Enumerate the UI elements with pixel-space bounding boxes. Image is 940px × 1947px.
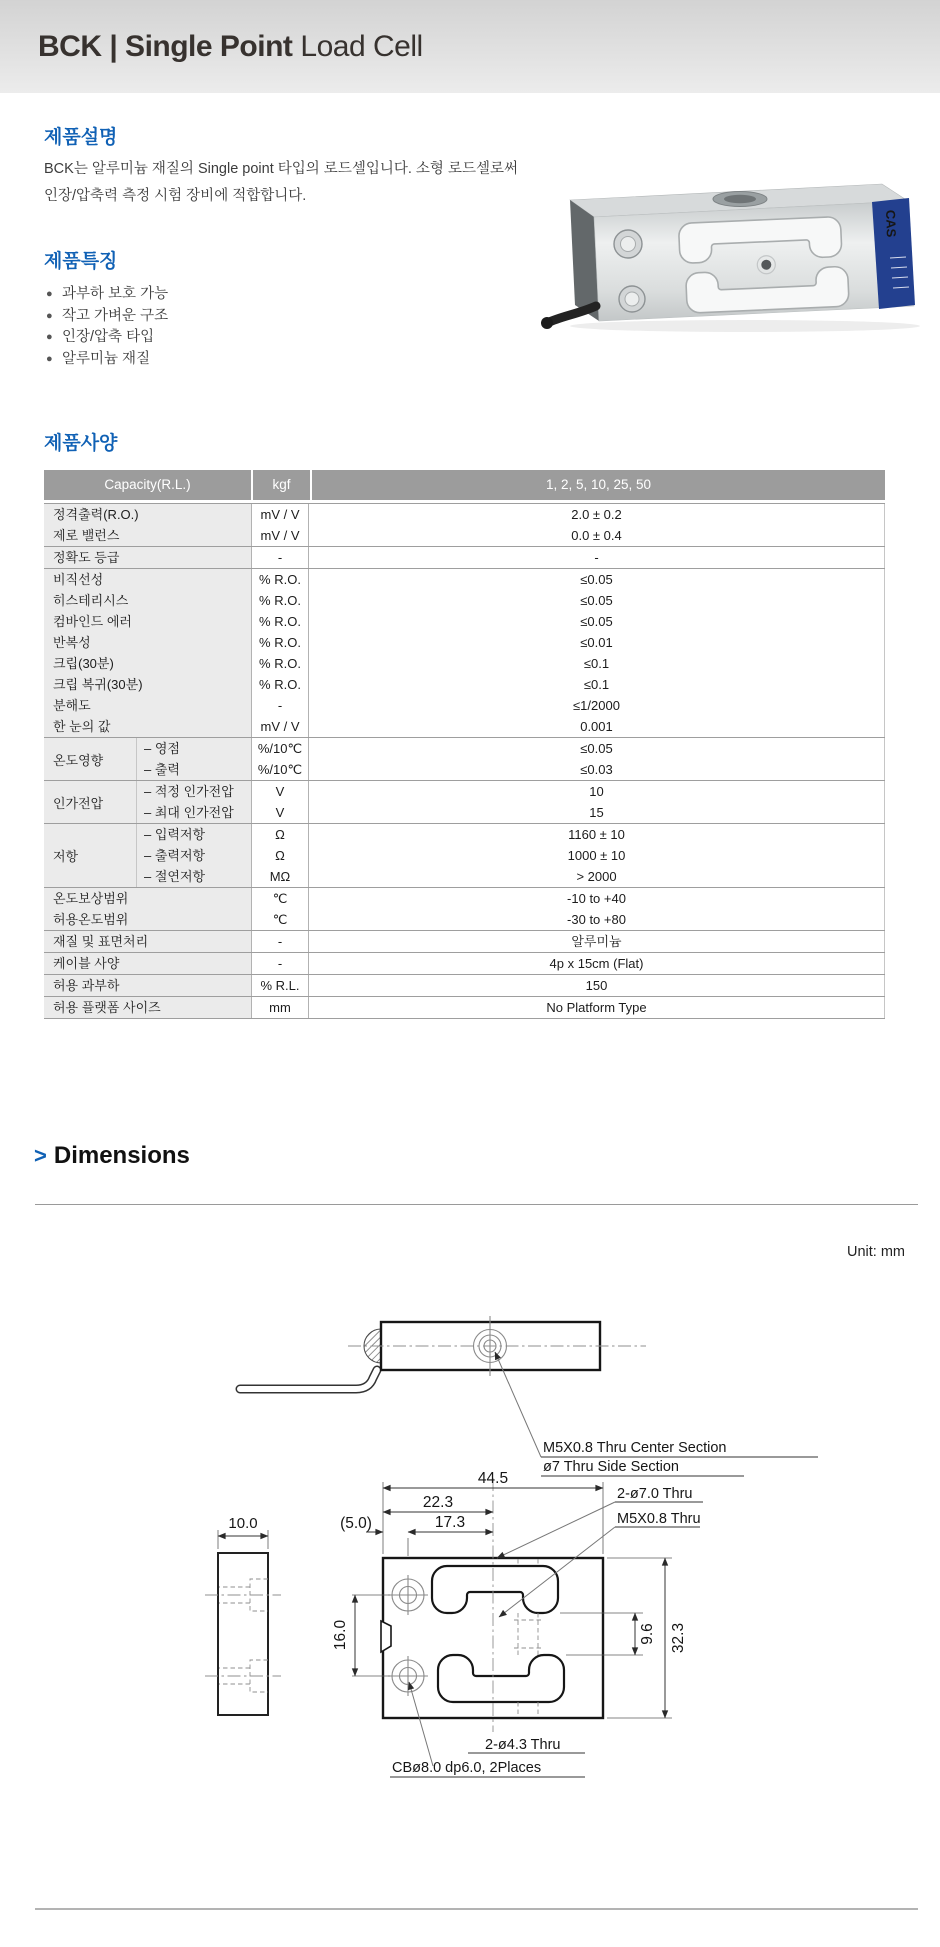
page-title: [38, 30, 423, 64]
spec-value: ≤0.05: [308, 590, 885, 611]
dim-edge-offset: (5.0): [340, 1515, 372, 1532]
spec-group: [44, 780, 885, 823]
spec-label: – 최대 인가전압: [136, 802, 251, 823]
feature-item: ● 작고 가벼운 구조: [46, 306, 168, 328]
spec-label: 비직선성: [44, 569, 251, 590]
feature-item: ● 알루미늄 재질: [46, 349, 168, 371]
spec-unit: %/10℃: [251, 738, 308, 759]
spec-group: [44, 952, 885, 974]
spec-value: 0.001: [308, 716, 885, 737]
spec-label: 케이블 사양: [44, 953, 251, 974]
spec-label: – 영점: [136, 738, 251, 759]
spec-label: – 절연저항: [136, 866, 251, 887]
dim-hole-span: 22.3: [422, 1494, 454, 1511]
bullet-icon: ●: [46, 352, 53, 365]
spec-value: No Platform Type: [308, 997, 885, 1018]
spec-label: 정확도 등급: [44, 547, 251, 568]
spec-header-capacity: Capacity(R.L.): [44, 470, 251, 500]
spec-header-range: 1, 2, 5, 10, 25, 50: [312, 470, 885, 500]
spec-label: – 입력저항: [136, 824, 251, 845]
spec-group: [44, 974, 885, 996]
spec-unit: ℃: [251, 909, 308, 930]
spec-unit: -: [251, 953, 308, 974]
specs-heading: 제품사양: [44, 433, 118, 454]
spec-value: ≤0.05: [308, 611, 885, 632]
chevron-right-icon: >: [34, 1143, 47, 1168]
product-photo: [520, 158, 940, 335]
spec-value: ≤0.1: [308, 674, 885, 695]
spec-group: [44, 887, 885, 930]
note-bottom-holes: 2-ø4.3 Thru: [485, 1737, 561, 1753]
spec-label: 히스테리시스: [44, 590, 251, 611]
dim-hole-offset: 17.3: [434, 1514, 466, 1531]
spec-value: 0.0 ± 0.4: [308, 525, 885, 546]
spec-unit: MΩ: [251, 866, 308, 887]
spec-group: [44, 930, 885, 952]
spec-value: > 2000: [308, 866, 885, 887]
spec-unit: mV / V: [251, 525, 308, 546]
spec-label: 한 눈의 값: [44, 716, 251, 737]
spec-unit: % R.O.: [251, 569, 308, 590]
spec-group: [44, 568, 885, 737]
spec-unit: mm: [251, 997, 308, 1018]
bullet-icon: ●: [46, 331, 53, 343]
spec-label: 정격출력(R.O.): [44, 504, 251, 525]
spec-value: 알루미늄: [308, 931, 885, 952]
description-heading: 제품설명: [44, 127, 118, 148]
load-cell-body: [541, 184, 915, 329]
spec-value: 10: [308, 781, 885, 802]
spec-value: ≤0.05: [308, 569, 885, 590]
spec-group-label: 인가전압: [44, 781, 136, 823]
spec-value: 2.0 ± 0.2: [308, 504, 885, 525]
bullet-icon: ●: [46, 309, 53, 322]
spec-label: – 출력저항: [136, 845, 251, 866]
spec-group: [44, 546, 885, 568]
spec-value: -10 to +40: [308, 888, 885, 909]
spec-label: – 출력: [136, 759, 251, 780]
description-line: 인장/압축력 측정 시험 장비에 적합합니다.: [44, 188, 307, 204]
dim-hole-pitch: 16.0: [332, 1619, 349, 1651]
dimensions-heading: > Dimensions: [34, 1142, 190, 1169]
note-top-thread: M5X0.8 Thru: [617, 1511, 701, 1527]
side-view-drawing: [0, 1300, 940, 1485]
cas-brand-text: CAS: [883, 209, 899, 238]
spec-value: 15: [308, 802, 885, 823]
features-list: [46, 284, 168, 370]
spec-group-label: 온도영향: [44, 738, 136, 780]
bullet-icon: ●: [46, 288, 53, 300]
spec-table-header: [44, 470, 885, 500]
spec-unit: % R.O.: [251, 632, 308, 653]
spec-value: ≤0.01: [308, 632, 885, 653]
note-top-holes: 2-ø7.0 Thru: [617, 1486, 693, 1502]
unit-note: Unit: mm: [847, 1244, 905, 1260]
spec-value: 1000 ± 10: [308, 845, 885, 866]
feature-item: ● 과부하 보호 가능: [46, 284, 168, 306]
spec-group: [44, 823, 885, 887]
dim-thickness: 10.0: [228, 1515, 258, 1532]
spec-unit: -: [251, 547, 308, 568]
spec-label: 허용온도범위: [44, 909, 251, 930]
spec-unit: V: [251, 781, 308, 802]
feature-item: ● 인장/압축 타입: [46, 327, 168, 349]
spec-label: 허용 과부하: [44, 975, 251, 996]
spec-unit: % R.L.: [251, 975, 308, 996]
spec-table: [44, 470, 885, 1019]
spec-unit: -: [251, 695, 308, 716]
spec-unit: % R.O.: [251, 611, 308, 632]
features-heading: 제품특징: [44, 251, 118, 272]
spec-label: 제로 밸런스: [44, 525, 251, 546]
page-title-strong: BCK | Single Point: [38, 30, 293, 63]
description-line: BCK는 알루미늄 재질의 Single point 타입의 로드셀입니다. 소형 로드셀로써: [44, 161, 518, 177]
spec-unit: mV / V: [251, 504, 308, 525]
spec-label: – 적정 인가전압: [136, 781, 251, 802]
spec-unit: Ω: [251, 845, 308, 866]
end-view-body: [218, 1553, 268, 1715]
page-title-light: Load Cell: [300, 30, 423, 63]
spec-value: -: [308, 547, 885, 568]
spec-label: 크립(30분): [44, 653, 251, 674]
spec-unit: Ω: [251, 824, 308, 845]
spec-unit: %/10℃: [251, 759, 308, 780]
spec-header-unit: kgf: [253, 470, 310, 500]
spec-label: 재질 및 표면처리: [44, 931, 251, 952]
spec-value: ≤0.05: [308, 738, 885, 759]
screw: [619, 286, 645, 312]
spec-unit: % R.O.: [251, 653, 308, 674]
spec-unit: mV / V: [251, 716, 308, 737]
divider: [35, 1204, 918, 1205]
spec-value: 4p x 15cm (Flat): [308, 953, 885, 974]
cable: [547, 306, 596, 323]
spec-value: 150: [308, 975, 885, 996]
spec-label: 반복성: [44, 632, 251, 653]
spec-value: ≤0.1: [308, 653, 885, 674]
front-view-drawing: [0, 1470, 940, 1810]
spec-group: [44, 737, 885, 780]
spec-value: 1160 ± 10: [308, 824, 885, 845]
spec-group: [44, 503, 885, 546]
spec-label: 온도보상범위: [44, 888, 251, 909]
leader-line: [497, 1502, 615, 1558]
spec-label: 컴바인드 에러: [44, 611, 251, 632]
spec-value: ≤0.03: [308, 759, 885, 780]
side-view-note-1: M5X0.8 Thru Center Section: [543, 1440, 727, 1456]
spec-unit: % R.O.: [251, 674, 308, 695]
edge-notch: [381, 1621, 391, 1652]
side-view-note-2: ø7 Thru Side Section: [543, 1459, 679, 1475]
screw: [614, 230, 642, 258]
footer-divider: [35, 1908, 918, 1910]
dim-overall-width: 44.5: [477, 1470, 509, 1487]
spec-unit: -: [251, 931, 308, 952]
spec-unit: V: [251, 802, 308, 823]
spec-unit: % R.O.: [251, 590, 308, 611]
note-counterbore: CBø8.0 dp6.0, 2Places: [392, 1760, 542, 1776]
description-text: [44, 156, 518, 210]
spec-label: 분해도: [44, 695, 251, 716]
title-band: [0, 0, 940, 93]
dim-slot-gap: 9.6: [639, 1623, 656, 1645]
spec-table-body: [44, 503, 885, 1019]
spec-label: 크립 복귀(30분): [44, 674, 251, 695]
dim-height: 32.3: [670, 1622, 687, 1654]
spec-unit: ℃: [251, 888, 308, 909]
spec-group-label: 저항: [44, 824, 136, 887]
spec-value: ≤1/2000: [308, 695, 885, 716]
spec-label: 허용 플랫폼 사이즈: [44, 997, 251, 1018]
spec-value: -30 to +80: [308, 909, 885, 930]
spec-group: [44, 996, 885, 1019]
